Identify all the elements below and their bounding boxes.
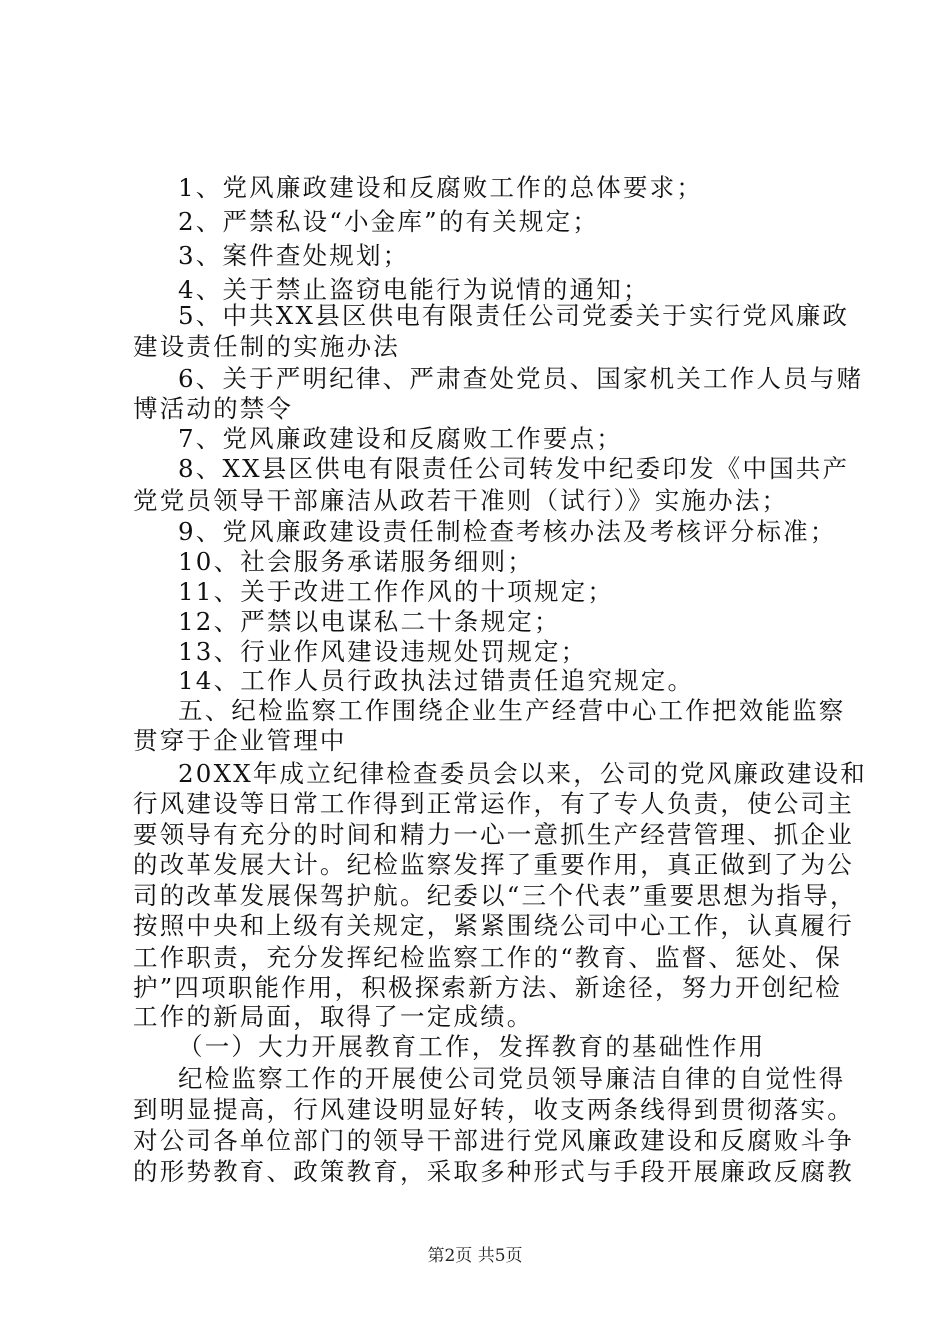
subsection-heading-1: （一）大力开展教育工作，发挥教育的基础性作用 [178,1032,766,1061]
paragraph-line: 纪检监察工作的开展使公司党员领导廉洁自律的自觉性得 [178,1064,846,1093]
paragraph-line: 到明显提高，行风建设明显好转，收支两条线得到贯彻落实。 [133,1095,854,1124]
paragraph-line: 的形势教育、政策教育，采取多种形式与手段开展廉政反腐教 [133,1157,854,1186]
list-item-14: 14、工作人员行政执法过错责任追究规定。 [178,666,695,695]
list-item-13: 13、行业作风建设违规处罚规定； [178,637,588,666]
list-item-5: 5、中共XX县区供电有限责任公司党委关于实行党风廉政 [178,301,850,330]
list-item-6-cont: 博活动的禁令 [133,394,294,423]
list-item-2: 2、严禁私设“小金库”的有关规定； [178,207,600,236]
list-item-1: 1、党风廉政建设和反腐败工作的总体要求； [178,173,704,202]
list-item-8: 8、XX县区供电有限责任公司转发中纪委印发《中国共产 [178,454,850,483]
paragraph-line: 工作的新局面，取得了一定成绩。 [133,1002,534,1031]
list-item-5-cont: 建设责任制的实施办法 [133,332,400,361]
paragraph-line: 护”四项职能作用，积极探索新方法、新途径，努力开创纪检 [133,973,842,1002]
paragraph-line: 工作职责，充分发挥纪检监察工作的“教育、监督、惩处、保 [133,943,842,972]
paragraph-line: 20XX年成立纪律检查委员会以来，公司的党风廉政建设和 [178,759,867,788]
paragraph-line: 要领导有充分的时间和精力一心一意抓生产经营管理、抓企业 [133,820,854,849]
page-number-footer: 第2页 共5页 [427,1246,523,1266]
paragraph-line: 的改革发展大计。纪检监察发挥了重要作用，真正做到了为公 [133,850,854,879]
list-item-6: 6、关于严明纪律、严肃查处党员、国家机关工作人员与赌 [178,364,864,393]
paragraph-line: 对公司各单位部门的领导干部进行党风廉政建设和反腐败斗争 [133,1126,854,1155]
paragraph-line: 司的改革发展保驾护航。纪委以“三个代表”重要思想为指导， [133,881,857,910]
list-item-4: 4、关于禁止盗窃电能行为说情的通知； [178,275,650,304]
paragraph-line: 按照中央和上级有关规定，紧紧围绕公司中心工作，认真履行 [133,911,854,940]
section-heading-5: 五、纪检监察工作围绕企业生产经营中心工作把效能监察 [178,696,846,725]
list-item-3: 3、案件查处规划； [178,241,410,270]
list-item-12: 12、严禁以电谋私二十条规定； [178,607,561,636]
list-item-9: 9、党风廉政建设责任制检查考核办法及考核评分标准； [178,517,837,546]
paragraph-line: 行风建设等日常工作得到正常运作，有了专人负责，使公司主 [133,789,854,818]
section-heading-5-cont: 贯穿于企业管理中 [133,726,347,755]
list-item-7: 7、党风廉政建设和反腐败工作要点； [178,424,623,453]
list-item-8-cont: 党党员领导干部廉洁从政若干准则（试行）》实施办法； [133,486,789,515]
list-item-11: 11、关于改进工作作风的十项规定； [178,577,615,606]
list-item-10: 10、社会服务承诺服务细则； [178,547,534,576]
